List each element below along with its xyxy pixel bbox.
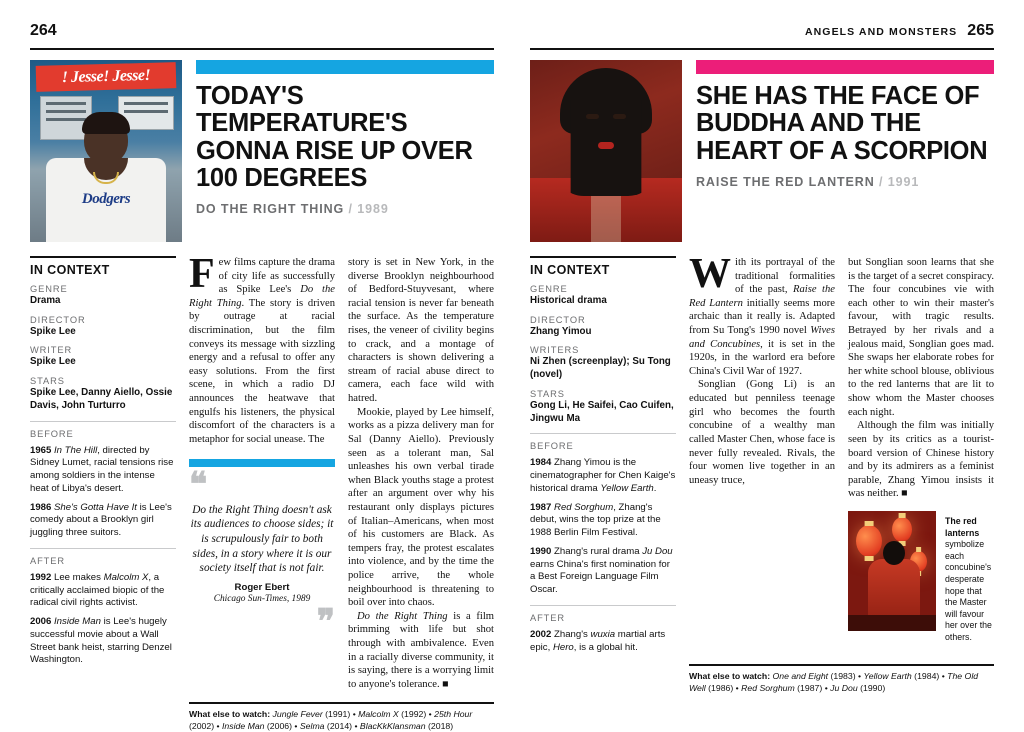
value-stars-right: Gong Li, He Saifei, Cao Cuifen, Jingwu Ma [530, 399, 674, 424]
what-else-rule-right [689, 664, 994, 666]
in-context-heading-right: IN CONTEXT [530, 263, 610, 277]
body-paragraph-1-left: Few films capture the drama of city life as successfully as Spike Lee's Do the Right Thing. The story is driven by outrage at racial discrimination, but the film conveys its message with sizzling energy and a refusal to offer any easy solutions. From the first scene, in which a radio DJ announces the heatwave that engulfs his listeners, the physical discomfort of the characters is a metaphor for social unease. The [189, 251, 336, 445]
body-column-2-right [848, 256, 994, 654]
value-genre-right: Historical drama [530, 295, 607, 306]
film-photo-do-the-right-thing [30, 60, 182, 242]
in-context-divider-2-left [30, 548, 176, 549]
pull-quote-left [189, 459, 335, 641]
portrait-hair [82, 112, 130, 134]
pull-quote-source: Chicago Sun-Times, 1989 [213, 593, 311, 604]
pull-quote-italic: Do the Right Thing doesn't ask its audiences to choose sides; it is scrupulously fair to both sides, in a story where it is our society itself that is not fair. [190, 503, 334, 575]
body-paragraph-3-left: Mookie, played by Lee himself, works as a pizza delivery man for Sal (Danny Aiello). Previously seen as a tolerant man, Sal unleashes his own verbal tirade when Black youths stage a protest after an argument over why his restaurant only displays pictures of Italian–Americans, when most of his customers are Black. As tempers fray, the protest escalates into violence, and by the time the police arrive, the whole neighbourhood is threatening to boil over into chaos. [348, 406, 494, 609]
value-writers-right: Ni Zhen (screenplay); Su Tong (novel) [530, 356, 671, 381]
photo-caption-right [945, 516, 994, 644]
folio-right: 265 [967, 22, 994, 39]
film-year-left: 1989 [357, 202, 389, 217]
body-paragraph-3-right: but Songlian soon learns that she is the target of a secret conspiracy. The four concubines vie with each other to win their master's favour, with tragic results. Betrayed by her rivals and a jealous maid, Songlian goes mad. She swaps her elaborate robes for her white school blouse, oblivious to the red lanterns that are lit to show whom the Master chooses each night. [848, 257, 994, 418]
in-context-divider-2-right [530, 605, 676, 606]
value-genre-left: Drama [30, 295, 61, 306]
jesse-banner: ! Jesse! Jesse! [36, 62, 177, 92]
portrait-eye-left [586, 114, 599, 119]
value-director-left: Spike Lee [30, 325, 76, 337]
before-entry-1-right: 1984 Zhang Yimou is the cinematographer for Chen Kaige's historical drama Yellow Earth. [530, 457, 676, 494]
what-else-to-watch-left [189, 702, 494, 732]
page-title-right: SHE HAS THE FACE OF BUDDHA AND THE HEART OF A SCORPION [696, 82, 988, 165]
body-paragraph-2-left: story is set in New York, in the diverse Brooklyn neighbourhood of Bedford-Stuyvesant, where racial tension is never far beneath the surface. As the temperature rises, the veneer of civility begins to crack, and a montage of characters is shown delivering a stream of racial abuse direct to camera, each face wild with hatred. [348, 257, 494, 405]
caption-bold-right: The red lanterns [945, 515, 980, 538]
folio-left: 264 [30, 22, 57, 39]
lantern-icon-1 [856, 525, 882, 557]
what-else-label-left: What else to watch: [189, 708, 271, 719]
courtyard-floor [848, 615, 936, 631]
what-else-text-right [689, 670, 994, 694]
before-entry-3-right: 1990 Zhang's rural drama Ju Dou earns China's first nomination for a Best Foreign Language Film Oscar. [530, 545, 673, 596]
label-stars-right: STARS [530, 388, 565, 399]
after-entry-2-left: 2006 Inside Man is Lee's hugely successful movie about a Wall Street bank heist, starring Denzel Washington. [30, 616, 172, 666]
in-context-heading-left: IN CONTEXT [30, 263, 110, 277]
accent-bar-right [696, 60, 994, 74]
quote-close-icon: ❞ [316, 603, 335, 641]
in-context-right [530, 256, 676, 654]
left-header-area [30, 60, 494, 242]
in-context-rule-right [530, 256, 676, 258]
in-context-left [30, 256, 176, 692]
before-entry-2-left: 1986 She's Gotta Have It is Lee's comedy about a Brooklyn girl juggling three suitors. [30, 501, 172, 539]
label-genre-right: GENRE [530, 284, 568, 294]
accent-bar-left [196, 60, 494, 74]
running-head-right [530, 22, 994, 44]
label-writer-left: WRITER [30, 345, 73, 356]
pull-quote-bar [189, 459, 335, 467]
body-paragraph-2-right: Songlian (Gong Li) is an educated but penniless teenage girl who becomes the fourth concubine of a wealthy man called Master Chen, whose face is never fully revealed. Rivals, the four women live together in an uneasy truce, [689, 379, 835, 486]
label-after-right: AFTER [530, 612, 565, 623]
lantern-photo [848, 511, 936, 631]
body-paragraph-4-right: Although the film was initially seen by its critics as a tourist-board version of Chinese history and by its admirers as a feminist parable, Zhang Yimou insists it was neither. ■ [848, 420, 994, 500]
film-subtitle-left [196, 202, 494, 216]
body-paragraphs-left [348, 256, 494, 692]
body-paragraph-1-right: With its portrayal of the traditional formalities of the past, Raise the Red Lantern initially seems more archaic than it really is. Adapted from Su Tong's 1990 novel Wives and Concubines, it is set in the 1920s, in the warlord era before China's Civil War of 1927. [689, 251, 836, 377]
in-context-rule-left [30, 256, 176, 258]
label-director-left: DIRECTOR [30, 314, 86, 325]
body-column-1-right [689, 251, 836, 654]
jersey-wordmark: Dodgers [81, 191, 131, 207]
film-year-right: 1991 [887, 174, 920, 189]
in-context-divider-1-left [30, 421, 176, 422]
value-director-right: Zhang Yimou [530, 325, 592, 337]
left-title-block [196, 60, 494, 242]
lantern-icon-2 [892, 517, 912, 542]
portrait-lips [598, 142, 614, 149]
pull-quote-text [189, 503, 335, 576]
after-entry-1-right: 2002 Zhang's wuxia martial arts epic, Hero, is a global hit. [530, 628, 666, 653]
label-before-right: BEFORE [530, 441, 574, 452]
lantern-figure-block [848, 511, 994, 644]
subtitle-separator-left: / [348, 202, 353, 217]
label-after-left: AFTER [30, 555, 65, 566]
page-title-left: TODAY'S TEMPERATURE'S GONNA RISE UP OVER 100 DEGREES [196, 82, 473, 192]
header-rule-left [30, 48, 494, 50]
label-writers-right: WRITERS [530, 345, 580, 356]
label-stars-left: STARS [30, 376, 65, 387]
film-subtitle-right [696, 175, 994, 189]
page-right [512, 0, 1024, 694]
quote-open-icon: ❝ [189, 466, 208, 504]
portrait-eye-right [613, 114, 626, 119]
right-title-block [696, 60, 994, 242]
what-else-list-left: Jungle Fever (1991) • Malcolm X (1992) • 25th Hour (2002) • Inside Man (2006) • Selma (2014) • BlacKkKlansman (2018) [189, 708, 473, 731]
what-else-text-left [189, 708, 494, 732]
what-else-to-watch-right [689, 664, 994, 694]
value-stars-left: Spike Lee, Danny Aiello, Ossie Davis, John Turturro [30, 387, 173, 411]
film-name-left: DO THE RIGHT THING [196, 202, 345, 217]
before-entry-2-right: 1987 Red Sorghum, Zhang's debut, wins the top prize at the 1988 Berlin Film Festival. [530, 501, 661, 539]
what-else-list-right: One and Eight (1983) • Yellow Earth (1984) • The Old Well (1986) • Red Sorghum (1987) • Ju Dou (1990) [689, 671, 979, 694]
body-paragraphs-right-1 [689, 251, 836, 487]
header-rule-right [530, 48, 994, 50]
caption-text-right: symbolize each concubine's desperate hope that the Master will favour her over the others. [945, 539, 992, 643]
before-entry-1-left: 1965 In The Hill, directed by Sidney Lumet, racial tensions rise among soldiers in the intense heat of Libya's desert. [30, 444, 174, 494]
film-name-right: RAISE THE RED LANTERN [696, 174, 875, 189]
what-else-rule-left [189, 702, 494, 704]
pull-quote-attribution: Roger Ebert [234, 581, 290, 593]
body-paragraph-4-left: Do the Right Thing is a film brimming with life but shot through with ambivalence. Even in a racially diverse community, it is saying, there is a worrying limit to anyone's tolerance. ■ [348, 610, 495, 690]
film-photo-raise-the-red-lantern [530, 60, 682, 242]
body-paragraphs-right-2 [848, 256, 994, 501]
after-entry-1-left: 1992 Lee makes Malcolm X, a critically acclaimed biopic of the radical civil rights activist. [30, 571, 165, 609]
right-header-area [530, 60, 994, 242]
label-director-right: DIRECTOR [530, 314, 586, 325]
body-column-2-left [348, 256, 494, 692]
in-context-divider-1-right [530, 433, 676, 434]
body-column-1-left [189, 251, 336, 692]
subtitle-separator-right: / [879, 174, 884, 189]
running-head-left [30, 22, 494, 44]
left-columns [30, 251, 495, 692]
label-before-left: BEFORE [30, 428, 74, 439]
running-title-right: ANGELS AND MONSTERS [804, 26, 958, 38]
right-columns [530, 251, 994, 654]
value-writer-left: Spike Lee [30, 356, 76, 368]
label-genre-left: GENRE [30, 284, 68, 294]
page-left [0, 0, 512, 731]
what-else-label-right: What else to watch: [689, 671, 771, 682]
